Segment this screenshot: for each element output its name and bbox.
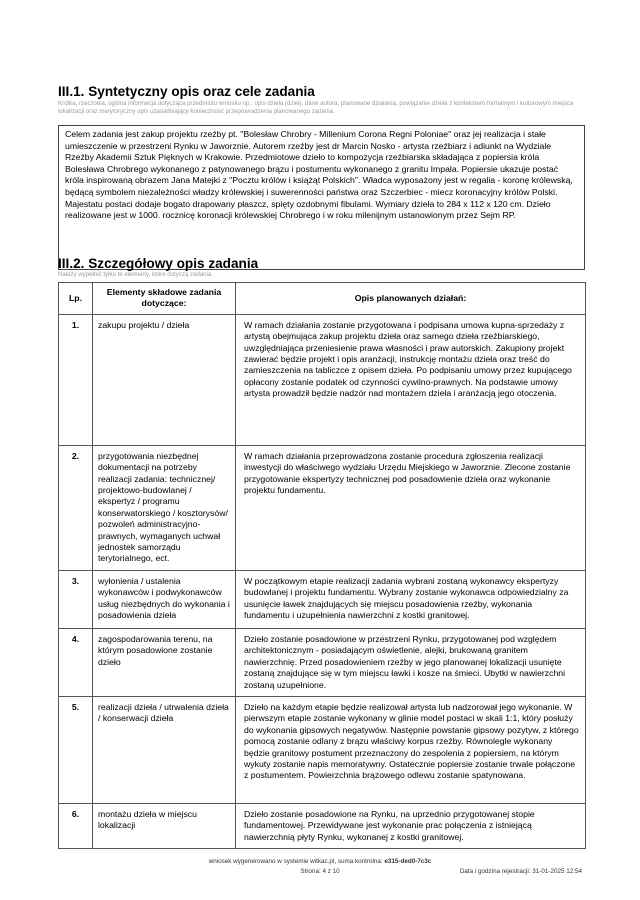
- header-lp: Lp.: [59, 283, 93, 315]
- row-number: 4.: [59, 628, 93, 696]
- section-note-detailed-description: Należy wypełnić tylko te elementy, które dotyczą zadania.: [58, 271, 214, 278]
- row-description: Dzieło zostanie posadowione na Rynku, na uprzednio przygotowanej stopie fundamentowej. Przewidywane jest wykonanie prac połączenia z istniejącą nawierzchnią płyty Rynku, wykonanej z kostki granitowej.: [236, 803, 586, 848]
- footer-registration-date: Data i godzina rejestracji: 31-01-2025 12:54: [459, 868, 582, 875]
- row-element: realizacji dzieła / utrwalenia dzieła / konserwacji dzieła: [93, 696, 236, 803]
- row-description: W początkowym etapie realizacji zadania wybrani zostaną wykonawcy ekspertyzy budowlanej i projektu fundamentu. Wybrany zostanie wykonawca odpowiedzialny za usunięcie ławek znajdujących się miejscu posadowienia rzeźby, wykonania fundamentu i uzupełnienia nawierzchni z kostki granitowej.: [236, 570, 586, 628]
- table-row: [59, 803, 586, 848]
- table-row: [59, 314, 586, 445]
- row-description: W ramach działania przeprowadzona zostanie procedura zgłoszenia realizacji inwestycji do właściwego wydziału Urzędu Miejskiego w Jaworznie. Zlecone zostanie przygotowanie ekspertyzy technicznej pod posadowienie dzieła oraz wykonanie projektu fundamentu.: [236, 445, 586, 570]
- table-row: [59, 628, 586, 696]
- row-element: wyłonienia / ustalenia wykonawców i podwykonawców usług niezbędnych do wykonania i posadowienia dzieła: [93, 570, 236, 628]
- footer-checksum: e315-ded0-7c3c: [384, 858, 432, 865]
- row-element: montażu dzieła w miejscu lokalizacji: [93, 803, 236, 848]
- header-elements: Elementy składowe zadania dotyczące:: [93, 283, 236, 315]
- section-title-detailed-description: III.2. Szczegółowy opis zadania: [58, 256, 259, 271]
- header-description: Opis planowanych działań:: [236, 283, 586, 315]
- footer-page-number: Strona: 4 z 10: [300, 868, 340, 875]
- row-description: Dzieło na każdym etapie będzie realizował artysta lub nadzorował jego wykonanie. W pierwszym etapie zostanie wykonany w glinie model postaci w skali 1:1, który posłuży do wykonania gipsowych negatywów. Następnie powstanie gipsowy pozytyw, z którego pomocą zostanie odlany z brązu właściwy korpus rzeźby. Równolegle wykonany będzie granitowy postument przeznaczony do zespolenia z popiersiem, na którym wykuty zostanie napis memoratywny. Ostatecznie popiersie zostanie trwale połączone z postumentem. Powierzchnia brązowego odlewu zostanie spatynowana.: [236, 696, 586, 803]
- row-element: zakupu projektu / dzieła: [93, 314, 236, 445]
- table-header-row: [59, 283, 586, 315]
- row-number: 6.: [59, 803, 93, 848]
- table-row: [59, 696, 586, 803]
- row-number: 5.: [59, 696, 93, 803]
- table-row: [59, 445, 586, 570]
- table-row: [59, 570, 586, 628]
- row-description: W ramach działania zostanie przygotowana i podpisana umowa kupna-sprzedaży z artystą obejmująca zakup projektu dzieła oraz samego dzieła rzeźbiarskiego, uwzględniająca przeniesienie prawa własności i praw autorskich. Zakupiony projekt zawierać będzie projekt i opis aranżacji, instrukcję montażu dzieła oraz treść do zamieszczenia na tabliczce z opisem dzieła. Po podpisaniu umowy przez kupującego opłacony zostanie podatek od czynności cywilno-prawnych. Na podstawie umowy artysta prowadził będzie nadzór nad montażem dzieła i aranżacją jego otoczenia.: [236, 314, 586, 445]
- footer-generated-text: wniosek wygenerowano w systemie witkac.pl, suma kontrolna:: [208, 858, 385, 865]
- row-number: 3.: [59, 570, 93, 628]
- synthetic-description-box: Celem zadania jest zakup projektu rzeźby pt. "Bolesław Chrobry - Millenium Corona Regni Poloniae" oraz jej realizacja i stałe umieszczenie w przestrzeni Rynku w Jaworznie. Autorem rzeźby jest dr Marcin Nosko - artysta rzeźbiarz i adiunkt na Wydziale Rzeźby Akademii Sztuk Pięknych w Krakowie. Przedmiotowe dzieło to kompozycja rzeźbiarska składająca z popiersia króla Bolesława Chrobrego wykonanego z patynowanego brązu i postumentu wykonanego z granitu Impala. Popiersie ukazuje postać króla inspirowaną obrazem Jana Matejki z "Pocztu królów i książąt Polskich". Władca wyposażony jest w regalia - koronę królewską, będącą symbolem niezależności władzy królewskiej i suwerenności państwa oraz Szczerbiec - miecz koronacyjny królów Polski. Majestatu postaci dodaje bogato drapowany płaszcz, spięty ozdobnymi fibulami. Wymiary dzieła to 284 x 112 x 120 cm. Dzieło realizowane jest w 1000. rocznicę koronacji królewskiej Chrobrego i w roku milenijnym ustanowionym przez Sejm RP.: [58, 125, 585, 270]
- row-element: zagospodarowania terenu, na którym posadowione zostanie dzieło: [93, 628, 236, 696]
- section-note-synthetic-description: Krótka, rzeczowa, ogólna informacja dotycząca przedmiotu wniosku np.: opis dzieła (dzieł), dane autora, planowane działania, powiązanie dzieła z kontekstem formalnym i kulturowym miejsca lokalizacji oraz merytoryczny opis uzasadniający konieczność przeprowadzenia planowanego zadania.: [58, 100, 574, 115]
- row-description: Dzieło zostanie posadowione w przestrzeni Rynku, przygotowanej pod względem architektonicznym - posiadającym oświetlenie, alejki, brukowaną granitem nawierzchnię. Przed posadowieniem rzeźby w jego planowanej lokalizacji usunięte zostaną znajdujące się w tym miejscu ławki i kosze na śmieci. Ubytki w nawierzchni zostaną uzupełnione.: [236, 628, 586, 696]
- row-number: 2.: [59, 445, 93, 570]
- section-title-synthetic-description: III.1. Syntetyczny opis oraz cele zadania: [58, 84, 315, 99]
- row-number: 1.: [59, 314, 93, 445]
- detailed-description-table: [58, 282, 586, 849]
- row-element: przygotowania niezbędnej dokumentacji na potrzeby realizacji zadania: technicznej/ projektowo-budowlanej / ekspertyz / programu konserwatorskiego / kosztorysów/ pozwoleń administracyjno- prawnych, wymaganych uchwał jednostek samorządu terytorialnego, ect.: [93, 445, 236, 570]
